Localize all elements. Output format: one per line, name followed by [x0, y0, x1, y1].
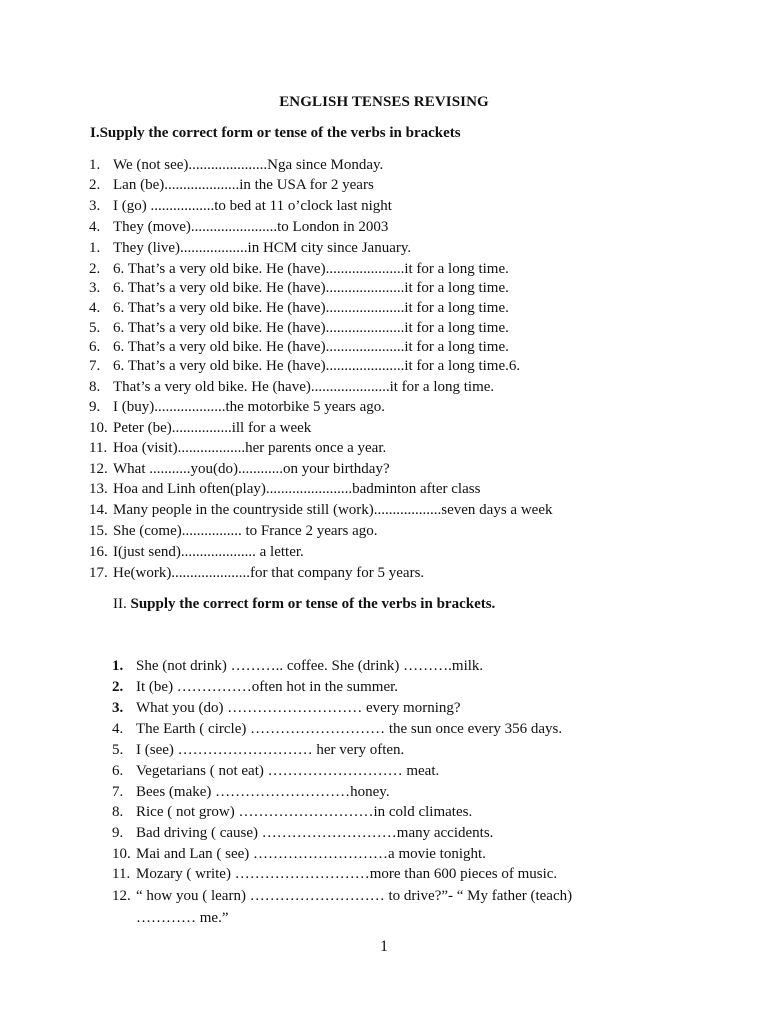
- item-number: 12.: [112, 888, 131, 904]
- item-text: “ how you ( learn) ……………………… to drive?”- “ My father (teach): [136, 888, 573, 904]
- item-number: 6.: [89, 339, 101, 355]
- item-text: They (move).......................to London in 2003: [113, 219, 389, 235]
- item-text: Mozary ( write) ………………………more than 600 pieces of music.: [136, 866, 558, 882]
- item-text: I(just send).................... a letter.: [113, 544, 304, 560]
- item-number: 3.: [89, 280, 101, 296]
- item-number: 10.: [89, 420, 108, 436]
- item-text: I (see) ……………………… her very often.: [136, 742, 405, 758]
- section-2-heading-prefix: II.: [113, 596, 127, 612]
- item-number: 7.: [112, 784, 124, 800]
- item-text: What you (do) ……………………… every morning?: [136, 700, 461, 716]
- item-text: 6. That’s a very old bike. He (have).....................it for a long time.: [113, 280, 509, 296]
- item-number: 8.: [112, 804, 124, 820]
- item-text: 6. That’s a very old bike. He (have).....................it for a long time.: [113, 339, 509, 355]
- item-number: 15.: [89, 523, 108, 539]
- item-number: 1.: [89, 157, 101, 173]
- item-number: 8.: [89, 379, 101, 395]
- item-number: 3.: [89, 198, 101, 214]
- item-text: The Earth ( circle) ……………………… the sun once every 356 days.: [136, 721, 563, 737]
- item-number: 16.: [89, 544, 108, 560]
- page-number: 1: [380, 938, 388, 955]
- item-text: 6. That’s a very old bike. He (have).....................it for a long time.6.: [113, 358, 521, 374]
- item-number: 2.: [89, 177, 101, 193]
- item-text: That’s a very old bike. He (have).....................it for a long time.: [113, 379, 495, 395]
- item-text: She (not drink) ……….. coffee. She (drink) ……….milk.: [136, 658, 484, 674]
- item-text: Vegetarians ( not eat) ……………………… meat.: [136, 763, 440, 779]
- item-text: He(work).....................for that company for 5 years.: [113, 565, 425, 581]
- item-number: 5.: [112, 742, 124, 758]
- item-text: We (not see).....................Nga since Monday.: [113, 157, 384, 173]
- item-number: 1.: [112, 658, 124, 674]
- item-text: Many people in the countryside still (work)..................seven days a week: [113, 502, 553, 518]
- item-number: 10.: [112, 846, 131, 862]
- item-number: 14.: [89, 502, 108, 518]
- document-title: ENGLISH TENSES REVISING: [279, 94, 489, 110]
- item-text: I (go) .................to bed at 11 o’clock last night: [113, 198, 392, 214]
- item-text: Hoa and Linh often(play).......................badminton after class: [113, 481, 481, 497]
- item-text: Peter (be)................ill for a week: [113, 420, 312, 436]
- item-number: 11.: [89, 440, 108, 456]
- item-text: 6. That’s a very old bike. He (have).....................it for a long time.: [113, 300, 509, 316]
- item-text: They (live)..................in HCM city since January.: [113, 240, 412, 256]
- item-text: She (come)................ to France 2 years ago.: [113, 523, 378, 539]
- item-number: 11.: [112, 866, 131, 882]
- item-number: 1.: [89, 240, 101, 256]
- item-text: 6. That’s a very old bike. He (have).....................it for a long time.: [113, 261, 509, 277]
- item-text: ………… me.”: [136, 910, 229, 926]
- item-text: Lan (be)....................in the USA for 2 years: [113, 177, 374, 193]
- item-number: 6.: [112, 763, 124, 779]
- section-2-heading-text: Supply the correct form or tense of the verbs in brackets.: [130, 596, 496, 612]
- item-number: 12.: [89, 461, 108, 477]
- item-number: 4.: [89, 300, 101, 316]
- item-text: Rice ( not grow) ………………………in cold climates.: [136, 804, 473, 820]
- item-text: Hoa (visit)..................her parents once a year.: [113, 440, 387, 456]
- item-number: 5.: [89, 320, 101, 336]
- item-number: 3.: [112, 700, 124, 716]
- item-number: 2.: [89, 261, 101, 277]
- section-2-heading: [113, 596, 495, 613]
- item-number: 9.: [112, 825, 124, 841]
- item-text: Mai and Lan ( see) ………………………a movie tonight.: [136, 846, 486, 862]
- item-text: Bees (make) ………………………honey.: [136, 784, 390, 800]
- item-text: What ...........you(do)............on your birthday?: [113, 461, 390, 477]
- section-1-heading: I.Supply the correct form or tense of the verbs in brackets: [90, 125, 461, 141]
- item-text: It (be) ……………often hot in the summer.: [136, 679, 399, 695]
- item-number: 2.: [112, 679, 124, 695]
- item-number: 9.: [89, 399, 101, 415]
- item-text: I (buy)...................the motorbike 5 years ago.: [113, 399, 386, 415]
- item-number: 7.: [89, 358, 101, 374]
- item-number: 13.: [89, 481, 108, 497]
- item-number: 17.: [89, 565, 108, 581]
- item-text: 6. That’s a very old bike. He (have).....................it for a long time.: [113, 320, 509, 336]
- item-number: 4.: [112, 721, 124, 737]
- item-text: Bad driving ( cause) ………………………many accidents.: [136, 825, 494, 841]
- item-number: 4.: [89, 219, 101, 235]
